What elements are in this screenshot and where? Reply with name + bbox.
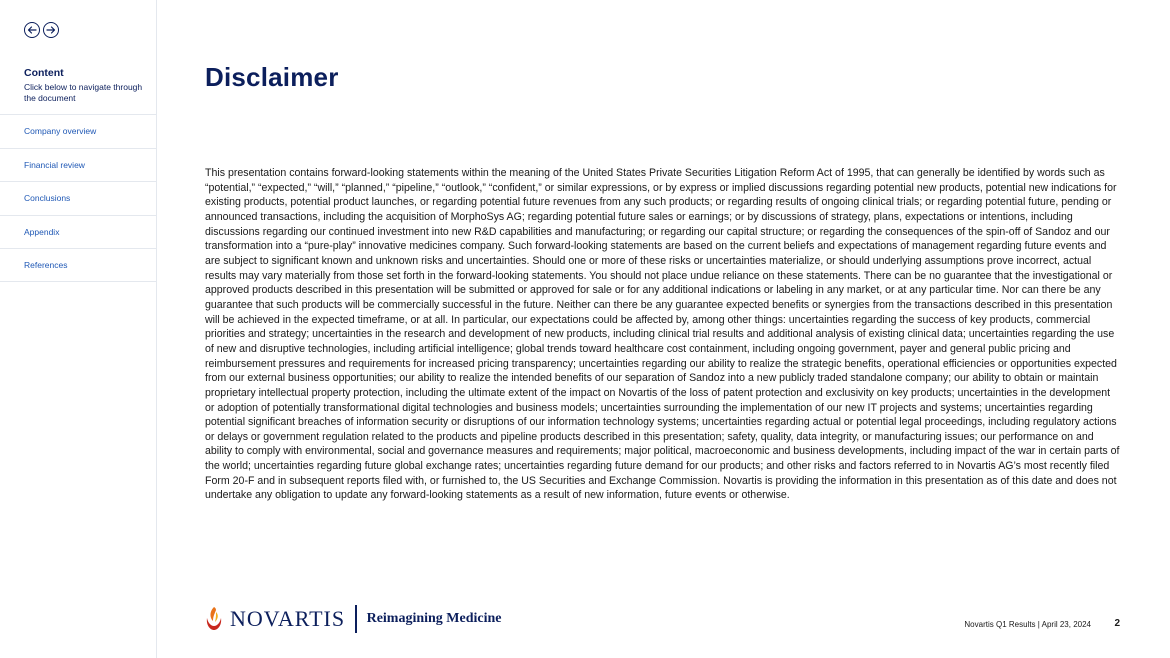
arrow-right-icon — [46, 26, 56, 34]
content-subtitle: Click below to navigate through the document — [24, 82, 143, 103]
arrow-left-icon — [27, 26, 37, 34]
logo-wordmark: NOVARTIS — [230, 606, 346, 631]
logo-tagline: Reimagining Medicine — [366, 611, 502, 626]
sidebar-item-references[interactable]: References — [0, 248, 156, 282]
logo-divider — [355, 605, 357, 633]
sidebar-item-company-overview[interactable]: Company overview — [0, 114, 156, 148]
sidebar-item-financial-review[interactable]: Financial review — [0, 148, 156, 182]
sidebar — [0, 0, 157, 658]
page-number: 2 — [1114, 618, 1120, 629]
content-title: Content — [24, 67, 64, 79]
disclaimer-body: This presentation contains forward-looking statements within the meaning of the United States Private Securities Litigation Reform Act of 1995, that can generally be identified by words such as “potential,” “expected,” “will,” “planned,” “pipeline,” “outlook,” “confident,” or similar expressions, or by express or implied discussions regarding potential new products, potential new indications for existing products, potential product launches, or regarding potential future revenues from any such products; or regarding results of ongoing clinical trials; or regarding potential future, pending or announced transactions, including the acquisition of MorphoSys AG; regarding potential future sales or earnings; or by discussions of strategy, plans, expectations or intentions, including discussions regarding our continued investment into new R&D capabilities and manufacturing; or regarding our capital structure; or regarding the consequences of the spin-off of Sandoz and our transformation into a “pure-play” innovative medicines company. Such forward-looking statements are based on the current beliefs and expectations of management regarding future events and are subject to significant known and unknown risks and uncertainties. Should one or more of these risks or uncertainties materialize, or should underlying assumptions prove incorrect, actual results may vary materially from those set forth in the forward-looking statements. You should not place undue reliance on these statements. There can be no guarantee that the investigational or approved products described in this presentation will be submitted or approved for sale or for any additional indications or labeling in any market, or at any particular time. Nor can there be any guarantee that such products will be commercially successful in the future. Neither can there be any guarantee expected benefits or synergies from the transactions described in this presentation will be achieved in the expected timeframe, or at all. In particular, our expectations could be affected by, among other things: uncertainties regarding the success of key products, commercial priorities and strategy; uncertainties in the research and development of new products, including clinical trial results and additional analysis of existing clinical data; uncertainties regarding the use of new and disruptive technologies, including artificial intelligence; global trends toward healthcare cost containment, including ongoing government, payer and general public pricing and reimbursement pressures and requirements for increased pricing transparency; uncertainties regarding our ability to realize the strategic benefits, operational efficiencies or opportunities expected from our external business opportunities; our ability to realize the intended benefits of our separation of Sandoz into a new publicly traded standalone company; our ability to obtain or maintain proprietary intellectual property protection, including the ultimate extent of the impact on Novartis of the loss of patent protection and exclusivity on key products; uncertainties in the development or adoption of potentially transformational digital technologies and business models; uncertainties surrounding the implementation of our new IT projects and systems; uncertainties regarding potential significant breaches of information security or disruptions of our information technology systems; uncertainties regarding actual or potential legal proceedings, including regulatory actions or delays or government regulation related to the products and pipeline products described in this presentation; safety, quality, data integrity, or manufacturing issues; our performance on and ability to comply with environmental, social and governance measures and requirements; major political, macroeconomic and business developments, including impact of the war in certain parts of the world; uncertainties regarding future global exchange rates; uncertainties regarding future demand for our products; and other risks and factors referred to in Novartis AG’s most recently filed Form 20-F and in subsequent reports filed with, or furnished to, the US Securities and Exchange Commission. Novartis is providing the information in this presentation as of this date and does not undertake any obligation to update any forward-looking statements as a result of new information, future events or otherwise. — [205, 167, 1120, 502]
forward-button[interactable] — [43, 22, 59, 38]
footer-text: Novartis Q1 Results | April 23, 2024 — [964, 620, 1091, 629]
content-header — [24, 67, 149, 103]
sidebar-item-appendix[interactable]: Appendix — [0, 215, 156, 249]
novartis-logo — [204, 603, 502, 635]
sidebar-menu — [0, 114, 156, 282]
nav-arrows — [24, 22, 59, 38]
back-button[interactable] — [24, 22, 40, 38]
page-title: Disclaimer — [205, 62, 339, 92]
sidebar-item-conclusions[interactable]: Conclusions — [0, 181, 156, 215]
novartis-flame-icon — [204, 606, 224, 632]
